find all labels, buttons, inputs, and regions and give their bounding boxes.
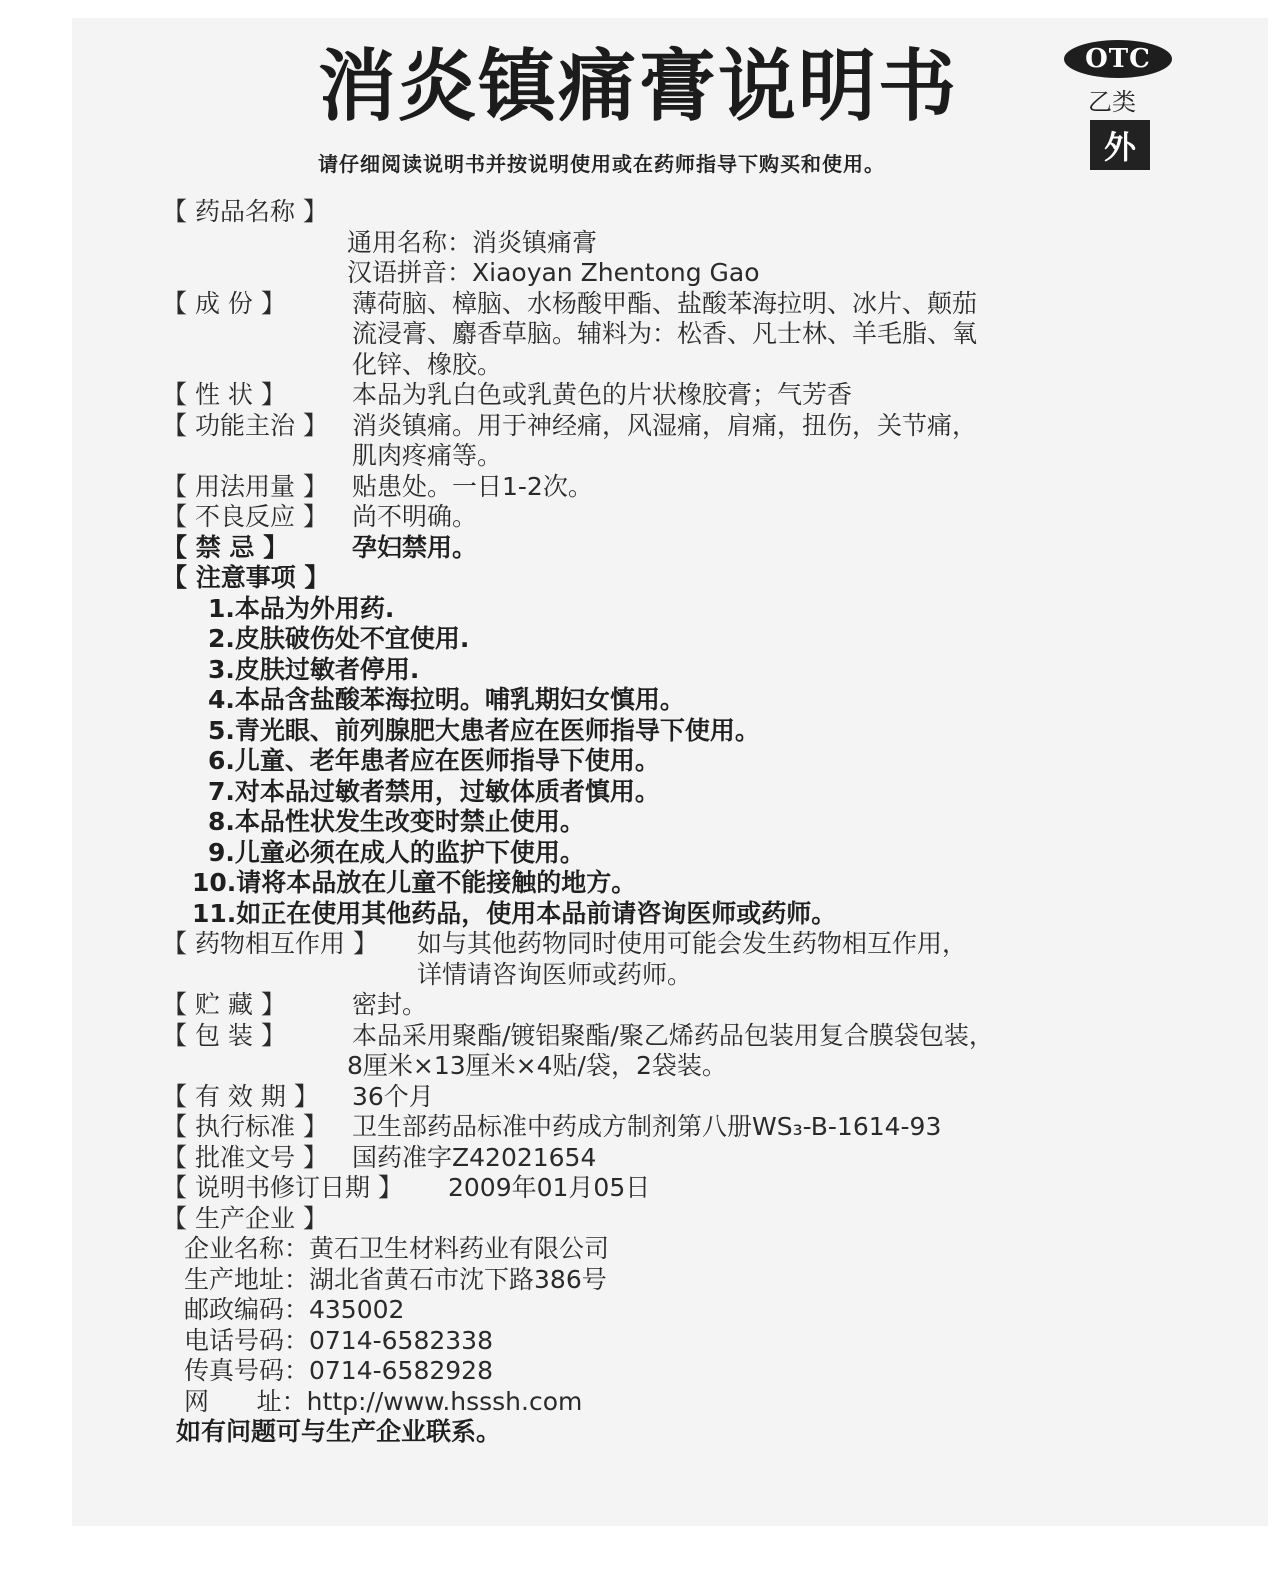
ingredients-label: 【 成 份 】 — [162, 288, 286, 318]
contraindications-text: 孕妇禁用。 — [352, 532, 478, 562]
adverse-row — [162, 502, 1212, 533]
packaging-row — [162, 1021, 1212, 1052]
ingredients-line: 薄荷脑、樟脑、水杨酸甲酯、盐酸苯海拉明、冰片、颠茄 — [352, 288, 978, 318]
precaution-text: 6.儿童、老年患者应在医师指导下使用。 — [208, 746, 660, 775]
standard-label: 【 执行标准 】 — [162, 1112, 328, 1141]
standard-text: 卫生部药品标准中药成方制剂第八册WS₃-B-1614-93 — [352, 1112, 942, 1141]
precaution-text: 7.对本品过敏者禁用，过敏体质者慎用。 — [208, 776, 660, 806]
dosage-row — [162, 472, 1212, 503]
precaution-item — [162, 899, 1212, 930]
precaution-item — [162, 594, 1212, 625]
revision-label: 【 说明书修订日期 】 — [162, 1173, 403, 1202]
precaution-item — [162, 655, 1212, 686]
leaflet-subtitle: 请仔细阅读说明书并按说明使用或在药师指导下购买和使用。 — [318, 152, 885, 176]
indications-label: 【 功能主治 】 — [162, 410, 328, 440]
phone-text: 电话号码：0714-6582338 — [184, 1325, 493, 1355]
common-name-text: 通用名称：消炎镇痛膏 — [347, 227, 598, 257]
approval-text: 国药准字Z42021654 — [352, 1142, 597, 1172]
adverse-label: 【 不良反应 】 — [162, 502, 328, 531]
validity-text: 36个月 — [352, 1081, 434, 1111]
interactions-row — [162, 929, 1212, 960]
precaution-text: 2.皮肤破伤处不宜使用. — [208, 624, 470, 653]
description-text: 本品为乳白色或乳黄色的片状橡胶膏；气芳香 — [352, 380, 853, 409]
manufacturer-detail-row — [162, 1326, 1212, 1357]
ingredients-line: 流浸膏、麝香草脑。辅料为：松香、凡士林、羊毛脂、氧 — [352, 319, 978, 348]
storage-text: 密封。 — [352, 990, 428, 1019]
external-use-mark: 外 — [1090, 120, 1150, 170]
leaflet-title: 消炎镇痛膏说明书 — [318, 42, 959, 132]
ingredients-row — [162, 289, 1212, 320]
precaution-text: 8.本品性状发生改变时禁止使用。 — [208, 807, 585, 836]
otc-class-label: 乙类 — [1088, 88, 1136, 116]
precaution-item — [162, 716, 1212, 747]
company-address-text: 生产地址：湖北省黄石市沈下路386号 — [184, 1264, 607, 1294]
packaging-label: 【 包 装 】 — [162, 1020, 286, 1050]
packaging-line: 本品采用聚酯/镀铝聚酯/聚乙烯药品包装用复合膜袋包装， — [352, 1020, 994, 1050]
precaution-item — [162, 777, 1212, 808]
indications-row — [162, 441, 1212, 472]
precaution-text: 1.本品为外用药. — [208, 593, 395, 623]
interactions-label: 【 药物相互作用 】 — [162, 929, 378, 958]
precaution-text: 10.请将本品放在儿童不能接触的地方。 — [192, 868, 637, 897]
revision-text: 2009年01月05日 — [448, 1173, 651, 1202]
precaution-text: 11.如正在使用其他药品，使用本品前请咨询医师或药师。 — [192, 898, 837, 928]
description-label: 【 性 状 】 — [162, 380, 286, 409]
precaution-item — [162, 868, 1212, 899]
precaution-item — [162, 624, 1212, 655]
ingredients-line: 化锌、橡胶。 — [352, 349, 503, 379]
drug-name-label: 【 药品名称 】 — [162, 197, 328, 226]
indications-row — [162, 411, 1212, 442]
indications-line: 肌肉疼痛等。 — [352, 441, 503, 470]
dosage-text: 贴患处。一日1-2次。 — [352, 471, 593, 501]
manufacturer-detail-row — [162, 1295, 1212, 1326]
description-row — [162, 380, 1212, 411]
interactions-row — [162, 960, 1212, 991]
adverse-text: 尚不明确。 — [352, 502, 478, 531]
interactions-line: 详情请咨询医师或药师。 — [417, 959, 693, 989]
manufacturer-detail-row — [162, 1234, 1212, 1265]
leaflet-content — [162, 197, 1212, 1448]
ingredients-row — [162, 319, 1212, 350]
indications-line: 消炎镇痛。用于神经痛，风湿痛，肩痛，扭伤，关节痛， — [352, 410, 978, 440]
dosage-label: 【 用法用量 】 — [162, 471, 328, 501]
pinyin-row — [162, 258, 1212, 289]
precautions-row — [162, 563, 1212, 594]
precaution-text: 4.本品含盐酸苯海拉明。哺乳期妇女慎用。 — [208, 685, 685, 714]
precaution-text: 3.皮肤过敏者停用. — [208, 654, 420, 684]
precaution-text: 9.儿童必须在成人的监护下使用。 — [208, 837, 585, 867]
drug-name-row — [162, 197, 1212, 228]
packaging-line: 8厘米×13厘米×4贴/袋，2袋装。 — [347, 1051, 727, 1080]
website-text: 网 址：http://www.hsssh.com — [184, 1386, 583, 1416]
pinyin-text: 汉语拼音：Xiaoyan Zhentong Gao — [347, 258, 760, 287]
company-name-text: 企业名称：黄石卫生材料药业有限公司 — [184, 1234, 610, 1263]
manufacturer-row — [162, 1204, 1212, 1235]
precaution-item — [162, 838, 1212, 869]
packaging-row — [162, 1051, 1212, 1082]
footer-row — [162, 1417, 1212, 1448]
storage-label: 【 贮 藏 】 — [162, 990, 286, 1019]
precaution-text: 5.青光眼、前列腺肥大患者应在医师指导下使用。 — [208, 715, 760, 745]
revision-row — [162, 1173, 1212, 1204]
storage-row — [162, 990, 1212, 1021]
manufacturer-label: 【 生产企业 】 — [162, 1203, 328, 1233]
manufacturer-detail-row — [162, 1265, 1212, 1296]
approval-row — [162, 1143, 1212, 1174]
precautions-label: 【 注意事项 】 — [162, 563, 330, 592]
contact-note: 如有问题可与生产企业联系。 — [176, 1417, 502, 1446]
validity-label: 【 有 效 期 】 — [162, 1081, 319, 1111]
approval-label: 【 批准文号 】 — [162, 1142, 328, 1172]
otc-badge: OTC — [1064, 40, 1172, 78]
common-name-row — [162, 228, 1212, 259]
interactions-line: 如与其他药物同时使用可能会发生药物相互作用， — [417, 929, 968, 958]
postcode-text: 邮政编码：435002 — [184, 1295, 405, 1324]
validity-row — [162, 1082, 1212, 1113]
contraindications-label: 【 禁 忌 】 — [162, 532, 289, 562]
standard-row — [162, 1112, 1212, 1143]
precaution-item — [162, 807, 1212, 838]
precaution-item — [162, 685, 1212, 716]
manufacturer-detail-row — [162, 1387, 1212, 1418]
contraindications-row — [162, 533, 1212, 564]
fax-text: 传真号码：0714-6582928 — [184, 1356, 493, 1385]
ingredients-row — [162, 350, 1212, 381]
manufacturer-detail-row — [162, 1356, 1212, 1387]
precaution-item — [162, 746, 1212, 777]
